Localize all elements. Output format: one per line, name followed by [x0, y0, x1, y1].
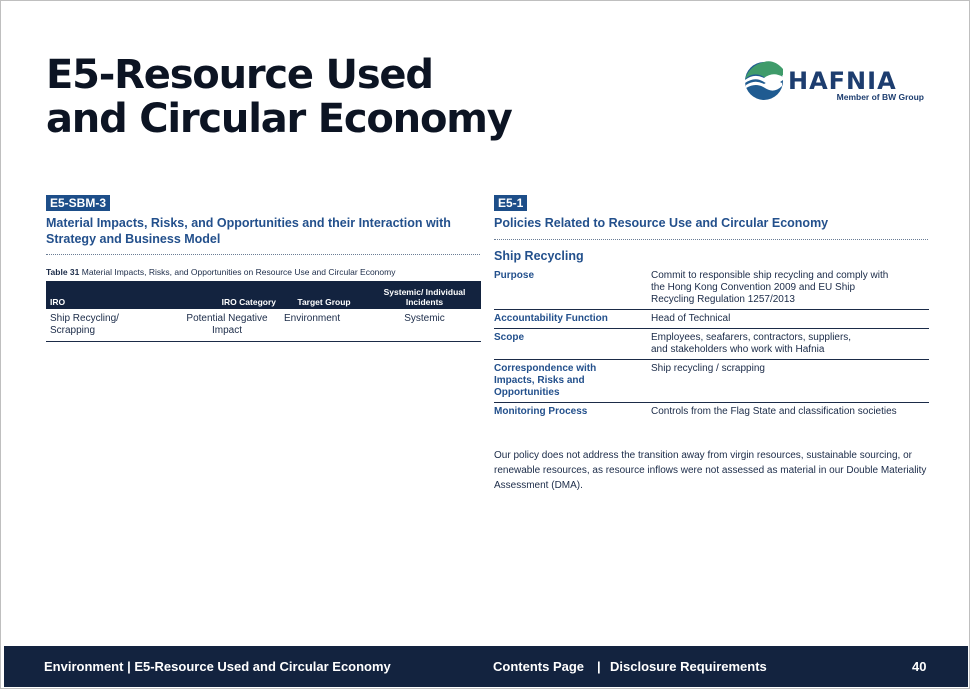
- table-row: [494, 329, 929, 360]
- subheading-ship-recycling: Ship Recycling: [494, 249, 584, 263]
- table-caption: [46, 267, 395, 277]
- table-caption-text: Material Impacts, Risks, and Opportunities on Resource Use and Circular Economy: [81, 267, 396, 277]
- policy-note: Our policy does not address the transition away from virgin resources, sustainable sourcing, or renewable resources, as resource inflows were not assessed as material in our Double Materiality Assessment (DMA).: [494, 450, 927, 491]
- section-tag-e5-sbm-3: E5-SBM-3: [46, 195, 110, 211]
- logo-tagline: Member of BW Group: [836, 92, 924, 102]
- table-caption-label: Table 31: [46, 267, 80, 277]
- policy-value: Employees, seafarers, contractors, suppliers, and stakeholders who work with Hafnia: [651, 329, 929, 360]
- divider-right: [494, 239, 928, 240]
- section-title-left-line-1: Material Impacts, Risks, and Opportunities and their Interaction with: [46, 216, 451, 230]
- policy-key: Accountability Function: [494, 310, 651, 329]
- disclosure-requirements-link[interactable]: Disclosure Requirements: [610, 659, 767, 674]
- footer-section-label: Environment | E5-Resource Used and Circular Economy: [44, 659, 391, 674]
- policy-key: Monitoring Process: [494, 406, 588, 417]
- policy-value: Ship recycling / scrapping: [651, 360, 929, 403]
- footer-bar: [4, 646, 968, 687]
- cell-iro-category: Potential Negative Impact: [174, 309, 280, 342]
- page-number: 40: [912, 659, 927, 674]
- page-title: [46, 53, 512, 141]
- policy-key: Scope: [494, 329, 651, 360]
- header-iro-category: IRO Category: [174, 281, 280, 309]
- cell-target-group: Environment: [280, 309, 368, 342]
- table-row: [46, 309, 481, 342]
- contents-page-link[interactable]: Contents Page: [493, 659, 585, 674]
- page-title-line-2: and Circular Economy: [46, 96, 512, 142]
- table-row: [494, 360, 929, 403]
- section-tag-e5-1: E5-1: [494, 195, 527, 211]
- table-row: [494, 310, 929, 329]
- page-title-line-1: E5-Resource Used: [46, 52, 433, 98]
- cell-iro: Ship Recycling/ Scrapping: [46, 309, 174, 342]
- policy-value: Head of Technical: [651, 310, 929, 329]
- footer-separator: |: [597, 659, 601, 674]
- cell-systemic: Systemic: [368, 309, 481, 342]
- policy-key: Purpose: [494, 267, 651, 310]
- policy-key: Correspondence with Impacts, Risks and Opportunities: [494, 360, 651, 403]
- policy-table: [494, 267, 929, 421]
- divider-left: [46, 254, 480, 255]
- hafnia-logo: [744, 61, 926, 105]
- table-row: [494, 403, 929, 422]
- policy-value: Commit to responsible ship recycling and comply with the Hong Kong Convention 2009 and EU Ship Recycling Regulation 1257/2013: [651, 267, 929, 310]
- table-row: [494, 267, 929, 310]
- policy-value: Controls from the Flag State and classification societies: [651, 406, 897, 417]
- logo-wordmark: HAFNIA: [788, 67, 897, 95]
- section-title-right: Policies Related to Resource Use and Circular Economy: [494, 216, 829, 230]
- section-title-left: [46, 215, 486, 247]
- iro-table-header-row: [46, 281, 481, 309]
- iro-table: [46, 281, 481, 342]
- header-systemic-incidents: Systemic/ Individual Incidents: [368, 281, 481, 309]
- section-title-left-line-2: Strategy and Business Model: [46, 232, 221, 246]
- hafnia-wave-icon: [744, 61, 784, 101]
- header-iro: IRO: [46, 281, 174, 309]
- header-target-group: Target Group: [280, 281, 368, 309]
